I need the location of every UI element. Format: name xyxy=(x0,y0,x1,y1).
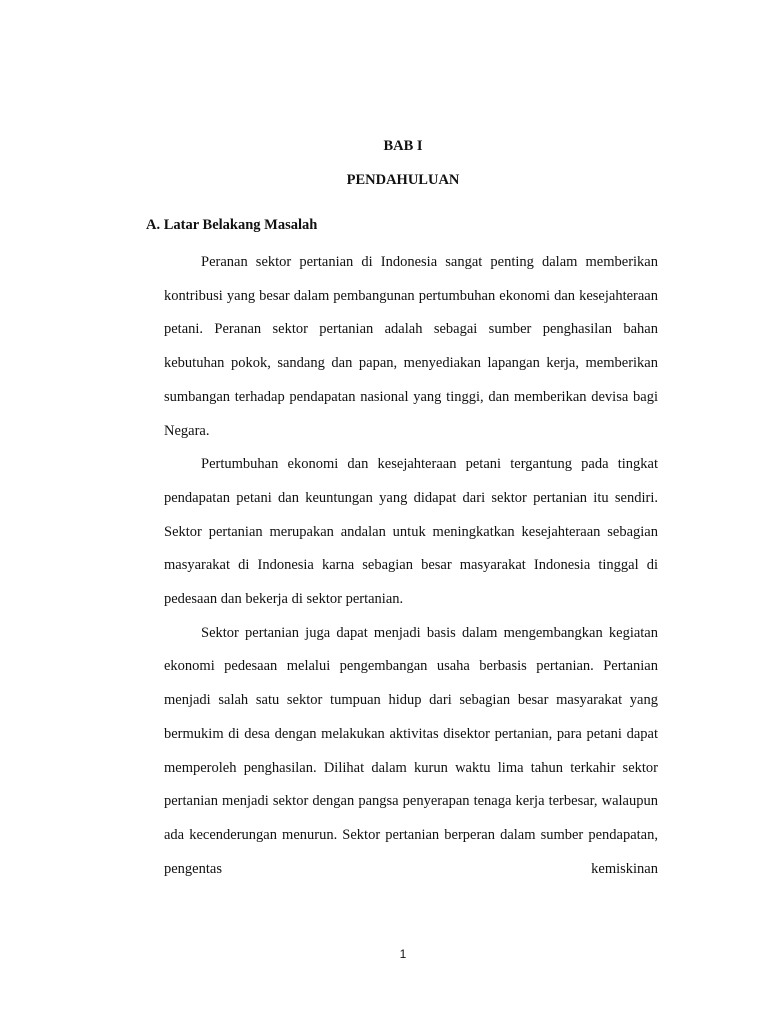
body-text xyxy=(164,246,658,886)
section-heading: A. Latar Belakang Masalah xyxy=(146,217,318,233)
chapter-label: BAB I xyxy=(383,138,423,154)
chapter-title: PENDAHULUAN xyxy=(346,172,460,188)
page-number: 1 xyxy=(399,947,407,961)
paragraph: Sektor pertanian juga dapat menjadi basis dalam mengembangkan kegiatan ekonomi pedesaan melalui pengembangan usaha berbasis pertanian. Pertanian menjadi salah satu sektor tumpuan hidup dari sebagian besar masyarakat yang bermukim di desa dengan melakukan aktivitas disektor pertanian, para petani dapat memperoleh penghasilan. Dilihat dalam kurun waktu lima tahun terkahir sektor pertanian menjadi sektor dengan pangsa penyerapan tenaga kerja terbesar, walaupun ada kecenderungan menurun. Sektor pertanian berperan dalam sumber pendapatan, pengentas kemiskinan xyxy=(164,624,658,877)
paragraph: Peranan sektor pertanian di Indonesia sangat penting dalam memberikan kontribusi yang besar dalam pembangunan pertumbuhan ekonomi dan kesejahteraan petani. Peranan sektor pertanian adalah sebagai sumber penghasilan bahan kebutuhan pokok, sandang dan papan, menyediakan lapangan kerja, memberikan sumbangan terhadap pendapatan nasional yang tinggi, dan memberikan devisa bagi Negara. xyxy=(164,254,658,439)
paragraph: Pertumbuhan ekonomi dan kesejahteraan petani tergantung pada tingkat pendapatan petani dan keuntungan yang didapat dari sektor pertanian itu sendiri. Sektor pertanian merupakan andalan untuk meningkatkan kesejahteraan sebagian masyarakat di Indonesia karna sebagian besar masyarakat Indonesia tinggal di pedesaan dan bekerja di sektor pertanian. xyxy=(164,456,658,608)
